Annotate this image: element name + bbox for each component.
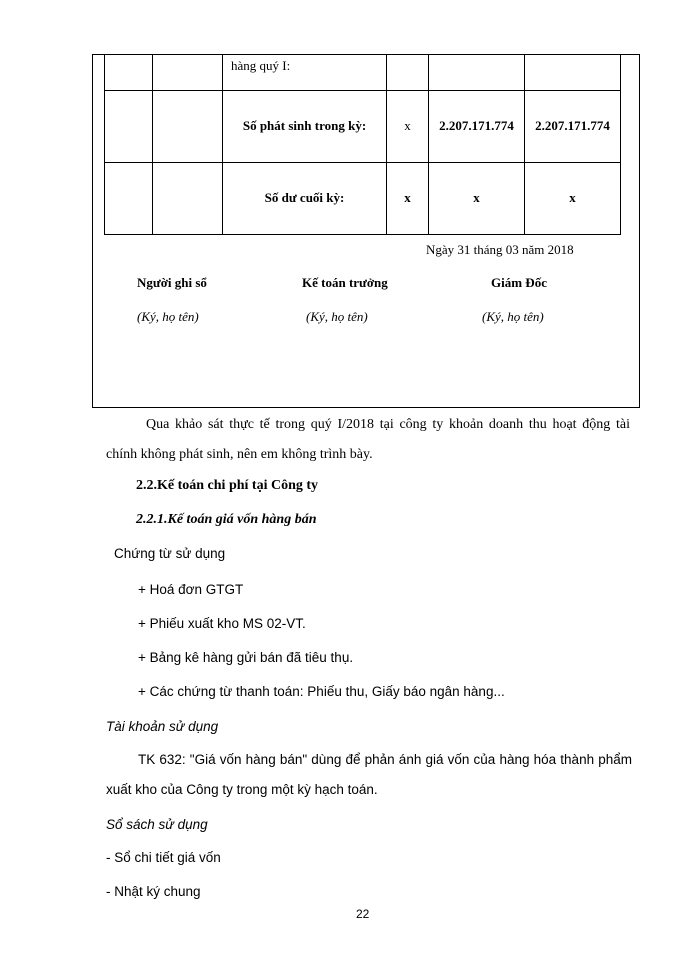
document-item: + Các chứng từ thanh toán: Phiếu thu, Giấy báo ngân hàng... xyxy=(138,684,505,699)
account-paragraph-line1: TK 632: "Giá vốn hàng bán" dùng để phản ánh giá vốn của hàng hóa thành phẩm xyxy=(138,752,632,767)
books-label: Sổ sách sử dụng xyxy=(106,817,208,832)
account-paragraph-line2: xuất kho của Công ty trong một kỳ hạch toán. xyxy=(106,782,378,797)
signature-note-recorder: (Ký, họ tên) xyxy=(137,309,199,324)
documents-label: Chứng từ sử dụng xyxy=(114,546,226,561)
signature-title-recorder: Người ghi sổ xyxy=(137,275,207,290)
debit-value: x xyxy=(429,162,525,234)
debit-value: 2.207.171.774 xyxy=(429,90,525,162)
row-label: Số phát sinh trong kỳ: xyxy=(223,90,387,162)
date-line: Ngày 31 tháng 03 năm 2018 xyxy=(426,242,574,257)
book-item: - Sổ chi tiết giá vốn xyxy=(106,850,221,865)
table-row xyxy=(105,162,621,234)
document-item: + Hoá đơn GTGT xyxy=(138,582,244,597)
credit-value: x xyxy=(525,162,621,234)
row-description: hàng quý I: xyxy=(223,54,387,90)
row-mark: x xyxy=(387,162,429,234)
row-mark: x xyxy=(387,90,429,162)
signature-title-director: Giám Đốc xyxy=(491,275,547,290)
subsection-heading: 2.2.1.Kế toán giá vốn hàng bán xyxy=(136,512,317,527)
document-item: + Phiếu xuất kho MS 02-VT. xyxy=(138,616,306,631)
intro-paragraph-line1: Qua khảo sát thực tế trong quý I/2018 tại công ty khoản doanh thu hoạt động tài xyxy=(146,417,630,432)
intro-paragraph-line2: chính không phát sinh, nên em không trình bày. xyxy=(106,447,373,462)
table-row xyxy=(105,90,621,162)
signature-title-chief-accountant: Kế toán trưởng xyxy=(302,275,388,290)
book-item: - Nhật ký chung xyxy=(106,884,201,899)
credit-value: 2.207.171.774 xyxy=(525,90,621,162)
accounts-label: Tài khoản sử dụng xyxy=(106,719,219,734)
signature-note-chief-accountant: (Ký, họ tên) xyxy=(306,309,368,324)
signature-note-director: (Ký, họ tên) xyxy=(482,309,544,324)
section-heading: 2.2.Kế toán chi phí tại Công ty xyxy=(136,478,319,493)
table-row xyxy=(105,54,621,90)
document-item: + Bảng kê hàng gửi bán đã tiêu thụ. xyxy=(138,650,354,665)
row-label: Số dư cuối kỳ: xyxy=(223,162,387,234)
ledger-table xyxy=(104,54,621,235)
page-number: 22 xyxy=(356,907,370,921)
